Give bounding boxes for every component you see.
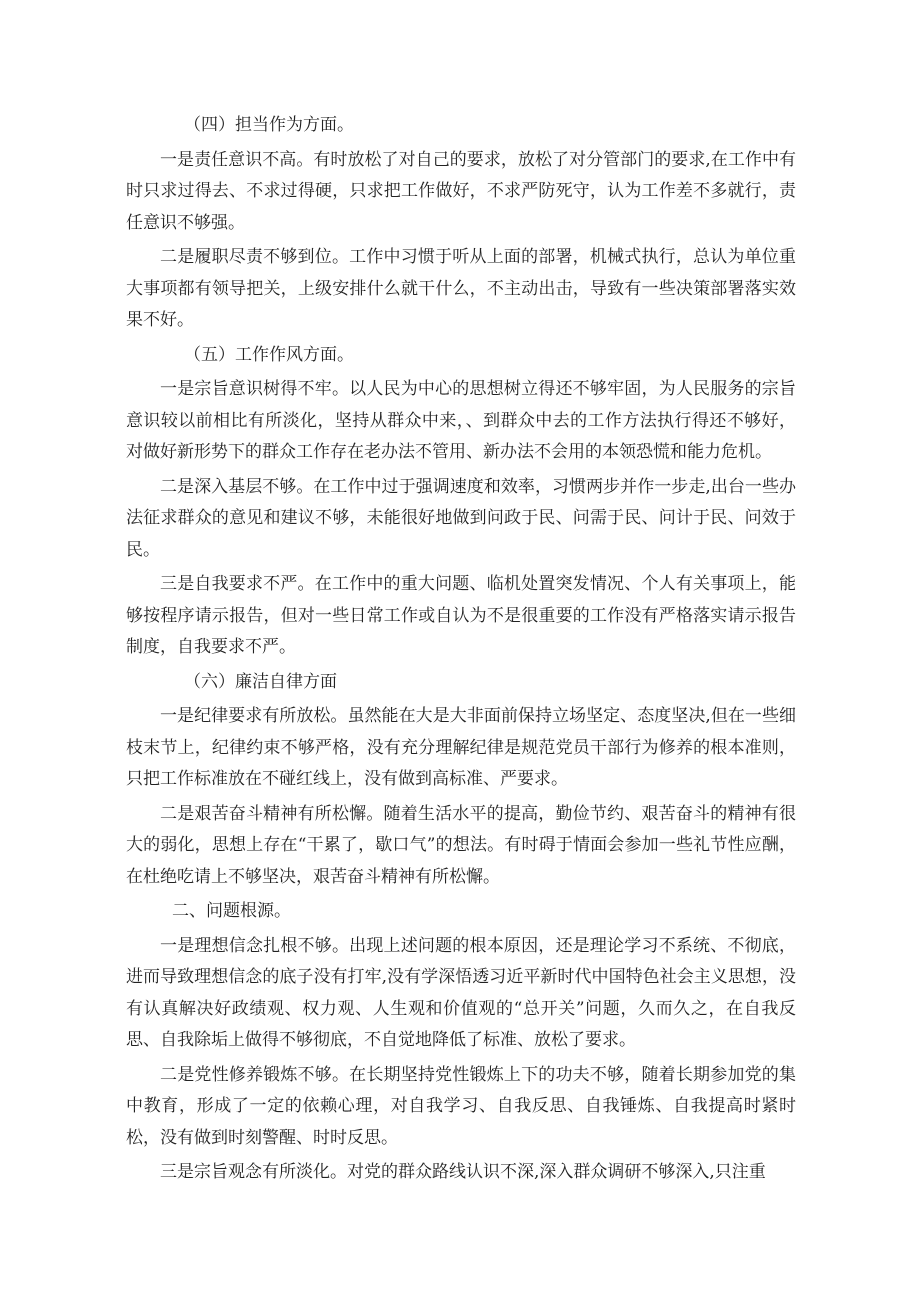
paragraph: 三是自我要求不严。在工作中的重大问题、临机处置突发情况、个人有关事项上，能够按程序请示报告，但对一些日常工作或自认为不是很重要的工作没有严格落实请示报告制度，自我要求不严。	[126, 574, 796, 657]
document-body	[126, 110, 796, 1192]
paragraph: 一是责任意识不高。有时放松了对自己的要求，放松了对分管部门的要求,在工作中有时只求过得去、不求过得硬，只求把工作做好，不求严防死守，认为工作差不多就行，责任意识不够强。	[126, 149, 796, 233]
paragraph: 二是深入基层不够。在工作中过于强调速度和效率，习惯两步并作一步走,出台一些办法征求群众的意见和建议不够，未能很好地做到问政于民、问需于民、问计于民、问效于民。	[126, 476, 796, 560]
section-heading-6: （六）廉洁自律方面	[184, 671, 337, 692]
paragraph: 二是艰苦奋斗精神有所松懈。随着生活水平的提高，勤俭节约、艰苦奋斗的精神有很大的弱化，思想上存在“干累了，歇口气”的想法。有时碍于情面会参加一些礼节性应酬，在杜绝吃请上不够坚决，艰苦奋斗精神有所松懈。	[126, 803, 796, 887]
section-heading-5: （五）工作作风方面。	[184, 344, 354, 365]
paragraph: 三是宗旨观念有所淡化。对党的群众路线认识不深,深入群众调研不够深入,只注重	[160, 1162, 766, 1182]
paragraph: 一是纪律要求有所放松。虽然能在大是大非面前保持立场坚定、态度坚决,但在一些细枝末节上，纪律约束不够严格，没有充分理解纪律是规范党员干部行为修养的根本准则，只把工作标准放在不碰红线上，没有做到高标准、严要求。	[126, 706, 796, 789]
section-heading-4: （四）担当作为方面。	[184, 115, 354, 135]
paragraph: 二是党性修养锻炼不够。在长期坚持党性锻炼上下的功夫不够，随着长期参加党的集中教育，形成了一定的依赖心理，对自我学习、自我反思、自我锤炼、自我提高时紧时松，没有做到时刻警醒、时时反思。	[126, 1064, 796, 1148]
paragraph: 一是宗旨意识树得不牢。以人民为中心的思想树立得还不够牢固，为人民服务的宗旨意识较以前相比有所淡化，坚持从群众中来，、到群众中去的工作方法执行得还不够好，对做好新形势下的群众工作存在老办法不管用、新办法不会用的本领恐慌和能力危机。	[126, 379, 796, 462]
paragraph: 二是履职尽责不够到位。工作中习惯于听从上面的部署，机械式执行，总认为单位重大事项都有领导把关，上级安排什么就干什么，不主动出击，导致有一些决策部署落实效果不好。	[126, 247, 796, 330]
section-heading-root-causes: 二、问题根源。	[172, 901, 291, 921]
paragraph: 一是理想信念扎根不够。出现上述问题的根本原因，还是理论学习不系统、不彻底，进而导致理想信念的底子没有打牢,没有学深悟透习近平新时代中国特色社会主义思想，没有认真解决好政绩观、权力观、人生观和价值观的“总开关”问题，久而久之，在自我反思、自我除垢上做得不够彻底，不自觉地降低了标准、放松了要求。	[126, 935, 796, 1050]
